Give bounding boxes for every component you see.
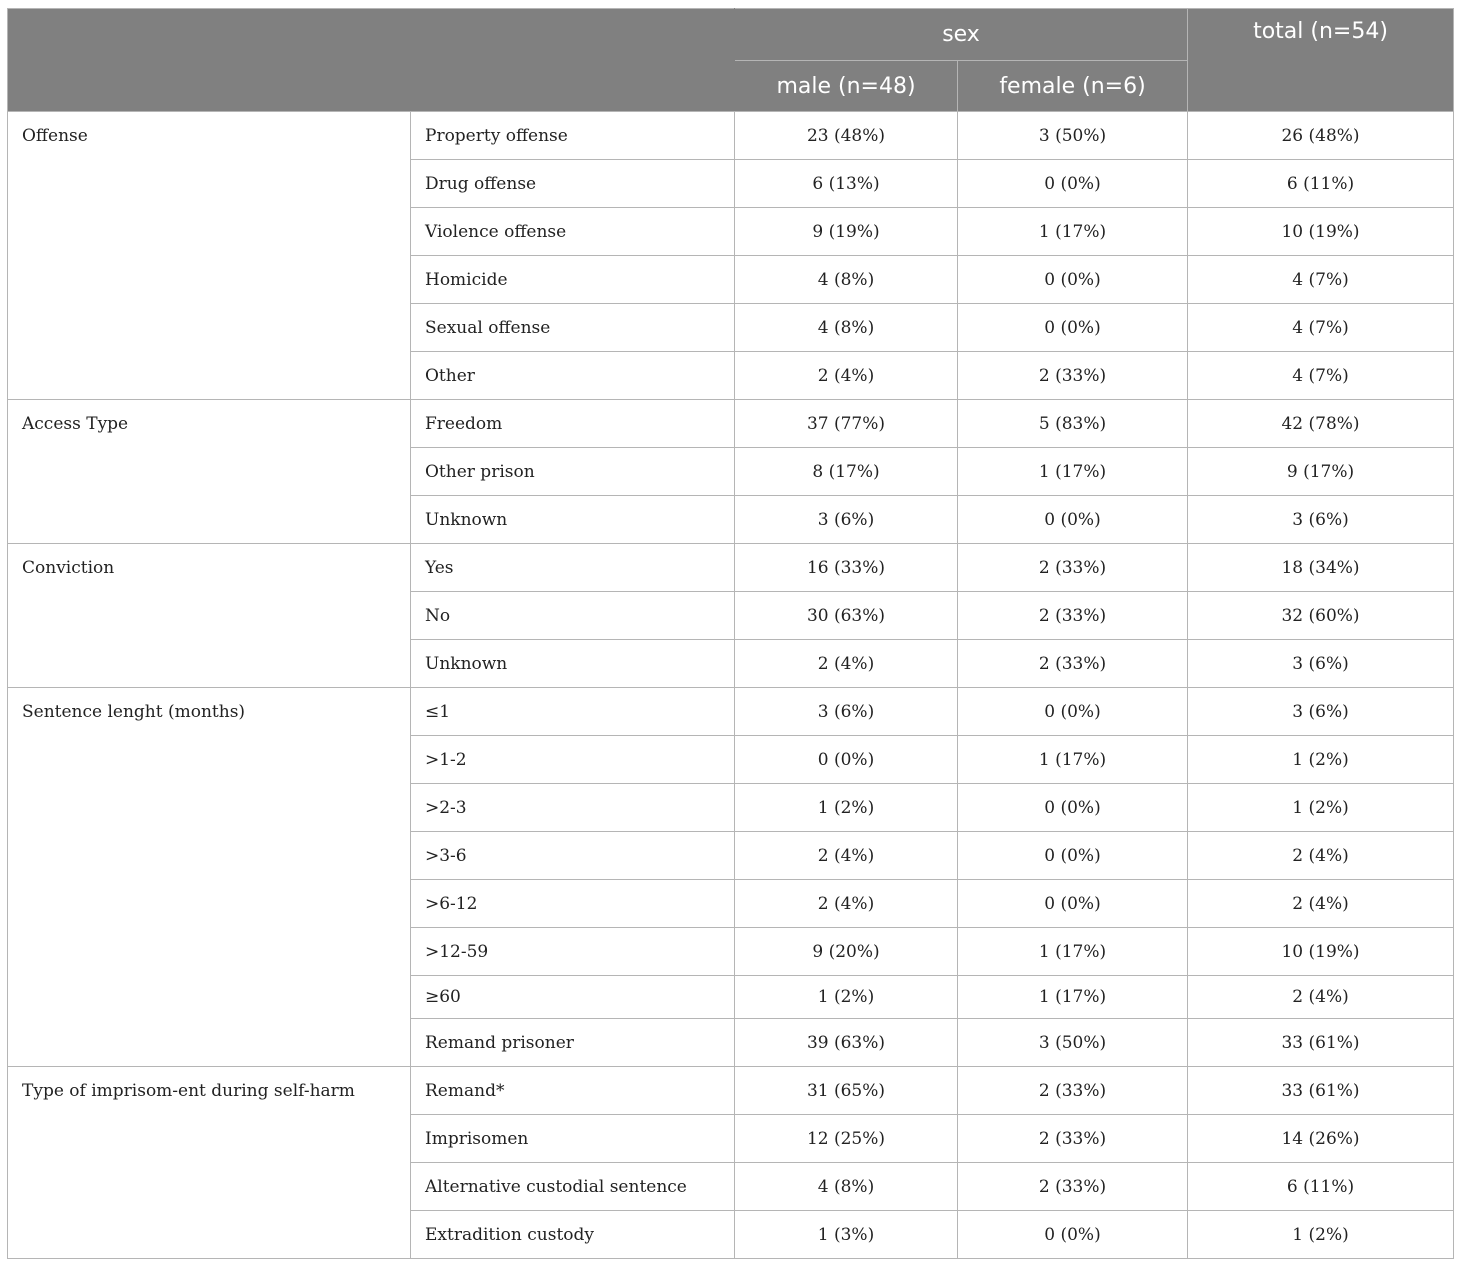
male-value-cell: 30 (63%) bbox=[735, 592, 958, 640]
female-value-cell: 0 (0%) bbox=[958, 304, 1188, 352]
total-value-cell: 32 (60%) bbox=[1188, 592, 1454, 640]
subcategory-cell: ≥60 bbox=[411, 976, 735, 1019]
female-value-cell: 0 (0%) bbox=[958, 880, 1188, 928]
subcategory-cell: Violence offense bbox=[411, 208, 735, 256]
table-row bbox=[8, 544, 1454, 592]
subcategory-cell: Freedom bbox=[411, 400, 735, 448]
subcategory-cell: Sexual offense bbox=[411, 304, 735, 352]
total-value-cell: 42 (78%) bbox=[1188, 400, 1454, 448]
total-value-cell: 1 (2%) bbox=[1188, 1211, 1454, 1259]
total-value-cell: 2 (4%) bbox=[1188, 880, 1454, 928]
subcategory-cell: Imprisomen bbox=[411, 1115, 735, 1163]
male-value-cell: 23 (48%) bbox=[735, 112, 958, 160]
total-value-cell: 4 (7%) bbox=[1188, 256, 1454, 304]
male-value-cell: 37 (77%) bbox=[735, 400, 958, 448]
total-value-cell: 2 (4%) bbox=[1188, 976, 1454, 1019]
female-value-cell: 0 (0%) bbox=[958, 688, 1188, 736]
subcategory-cell: Other bbox=[411, 352, 735, 400]
male-value-cell: 4 (8%) bbox=[735, 304, 958, 352]
female-value-cell: 3 (50%) bbox=[958, 1019, 1188, 1067]
header-total: total (n=54) bbox=[1188, 9, 1454, 112]
male-value-cell: 1 (2%) bbox=[735, 976, 958, 1019]
male-value-cell: 3 (6%) bbox=[735, 496, 958, 544]
female-value-cell: 5 (83%) bbox=[958, 400, 1188, 448]
category-cell: Type of imprisom-ent during self-harm bbox=[8, 1067, 411, 1259]
subcategory-cell: >2-3 bbox=[411, 784, 735, 832]
header-row-1 bbox=[8, 9, 1454, 61]
header-female: female (n=6) bbox=[958, 61, 1188, 112]
female-value-cell: 2 (33%) bbox=[958, 352, 1188, 400]
female-value-cell: 1 (17%) bbox=[958, 976, 1188, 1019]
female-value-cell: 2 (33%) bbox=[958, 544, 1188, 592]
male-value-cell: 12 (25%) bbox=[735, 1115, 958, 1163]
header-male: male (n=48) bbox=[735, 61, 958, 112]
female-value-cell: 0 (0%) bbox=[958, 784, 1188, 832]
total-value-cell: 9 (17%) bbox=[1188, 448, 1454, 496]
header-sex: sex bbox=[735, 9, 1188, 61]
total-value-cell: 4 (7%) bbox=[1188, 352, 1454, 400]
male-value-cell: 0 (0%) bbox=[735, 736, 958, 784]
total-value-cell: 33 (61%) bbox=[1188, 1019, 1454, 1067]
female-value-cell: 1 (17%) bbox=[958, 736, 1188, 784]
male-value-cell: 2 (4%) bbox=[735, 880, 958, 928]
subcategory-cell: Remand prisoner bbox=[411, 1019, 735, 1067]
female-value-cell: 3 (50%) bbox=[958, 112, 1188, 160]
female-value-cell: 0 (0%) bbox=[958, 496, 1188, 544]
female-value-cell: 2 (33%) bbox=[958, 592, 1188, 640]
table-body bbox=[8, 112, 1454, 1259]
header-blank-cell bbox=[8, 9, 735, 112]
female-value-cell: 2 (33%) bbox=[958, 1163, 1188, 1211]
subcategory-cell: Alternative custodial sentence bbox=[411, 1163, 735, 1211]
subcategory-cell: No bbox=[411, 592, 735, 640]
total-value-cell: 6 (11%) bbox=[1188, 160, 1454, 208]
subcategory-cell: Yes bbox=[411, 544, 735, 592]
male-value-cell: 4 (8%) bbox=[735, 1163, 958, 1211]
subcategory-cell: Property offense bbox=[411, 112, 735, 160]
male-value-cell: 2 (4%) bbox=[735, 352, 958, 400]
table-row bbox=[8, 688, 1454, 736]
total-value-cell: 18 (34%) bbox=[1188, 544, 1454, 592]
subcategory-cell: Other prison bbox=[411, 448, 735, 496]
male-value-cell: 2 (4%) bbox=[735, 832, 958, 880]
table-header bbox=[8, 9, 1454, 112]
total-value-cell: 1 (2%) bbox=[1188, 784, 1454, 832]
female-value-cell: 0 (0%) bbox=[958, 256, 1188, 304]
female-value-cell: 1 (17%) bbox=[958, 928, 1188, 976]
female-value-cell: 1 (17%) bbox=[958, 208, 1188, 256]
female-value-cell: 0 (0%) bbox=[958, 1211, 1188, 1259]
female-value-cell: 2 (33%) bbox=[958, 640, 1188, 688]
total-value-cell: 10 (19%) bbox=[1188, 928, 1454, 976]
male-value-cell: 16 (33%) bbox=[735, 544, 958, 592]
male-value-cell: 2 (4%) bbox=[735, 640, 958, 688]
total-value-cell: 14 (26%) bbox=[1188, 1115, 1454, 1163]
category-cell: Access Type bbox=[8, 400, 411, 544]
subcategory-cell: >3-6 bbox=[411, 832, 735, 880]
category-cell: Conviction bbox=[8, 544, 411, 688]
male-value-cell: 3 (6%) bbox=[735, 688, 958, 736]
total-value-cell: 2 (4%) bbox=[1188, 832, 1454, 880]
category-cell: Offense bbox=[8, 112, 411, 400]
male-value-cell: 9 (20%) bbox=[735, 928, 958, 976]
total-value-cell: 26 (48%) bbox=[1188, 112, 1454, 160]
subcategory-cell: Homicide bbox=[411, 256, 735, 304]
subcategory-cell: Remand* bbox=[411, 1067, 735, 1115]
subcategory-cell: Unknown bbox=[411, 640, 735, 688]
subcategory-cell: Extradition custody bbox=[411, 1211, 735, 1259]
table-row bbox=[8, 112, 1454, 160]
male-value-cell: 1 (2%) bbox=[735, 784, 958, 832]
subcategory-cell: Drug offense bbox=[411, 160, 735, 208]
total-value-cell: 3 (6%) bbox=[1188, 688, 1454, 736]
male-value-cell: 31 (65%) bbox=[735, 1067, 958, 1115]
female-value-cell: 2 (33%) bbox=[958, 1115, 1188, 1163]
male-value-cell: 6 (13%) bbox=[735, 160, 958, 208]
total-value-cell: 4 (7%) bbox=[1188, 304, 1454, 352]
table-row bbox=[8, 400, 1454, 448]
male-value-cell: 1 (3%) bbox=[735, 1211, 958, 1259]
total-value-cell: 33 (61%) bbox=[1188, 1067, 1454, 1115]
total-value-cell: 3 (6%) bbox=[1188, 496, 1454, 544]
male-value-cell: 8 (17%) bbox=[735, 448, 958, 496]
male-value-cell: 4 (8%) bbox=[735, 256, 958, 304]
total-value-cell: 1 (2%) bbox=[1188, 736, 1454, 784]
total-value-cell: 3 (6%) bbox=[1188, 640, 1454, 688]
male-value-cell: 9 (19%) bbox=[735, 208, 958, 256]
table-row bbox=[8, 1067, 1454, 1115]
subcategory-cell: >6-12 bbox=[411, 880, 735, 928]
subcategory-cell: >1-2 bbox=[411, 736, 735, 784]
male-value-cell: 39 (63%) bbox=[735, 1019, 958, 1067]
female-value-cell: 0 (0%) bbox=[958, 160, 1188, 208]
subcategory-cell: >12-59 bbox=[411, 928, 735, 976]
female-value-cell: 2 (33%) bbox=[958, 1067, 1188, 1115]
demographics-table bbox=[7, 8, 1454, 1259]
total-value-cell: 6 (11%) bbox=[1188, 1163, 1454, 1211]
female-value-cell: 0 (0%) bbox=[958, 832, 1188, 880]
female-value-cell: 1 (17%) bbox=[958, 448, 1188, 496]
subcategory-cell: Unknown bbox=[411, 496, 735, 544]
subcategory-cell: ≤1 bbox=[411, 688, 735, 736]
total-value-cell: 10 (19%) bbox=[1188, 208, 1454, 256]
category-cell: Sentence lenght (months) bbox=[8, 688, 411, 1067]
